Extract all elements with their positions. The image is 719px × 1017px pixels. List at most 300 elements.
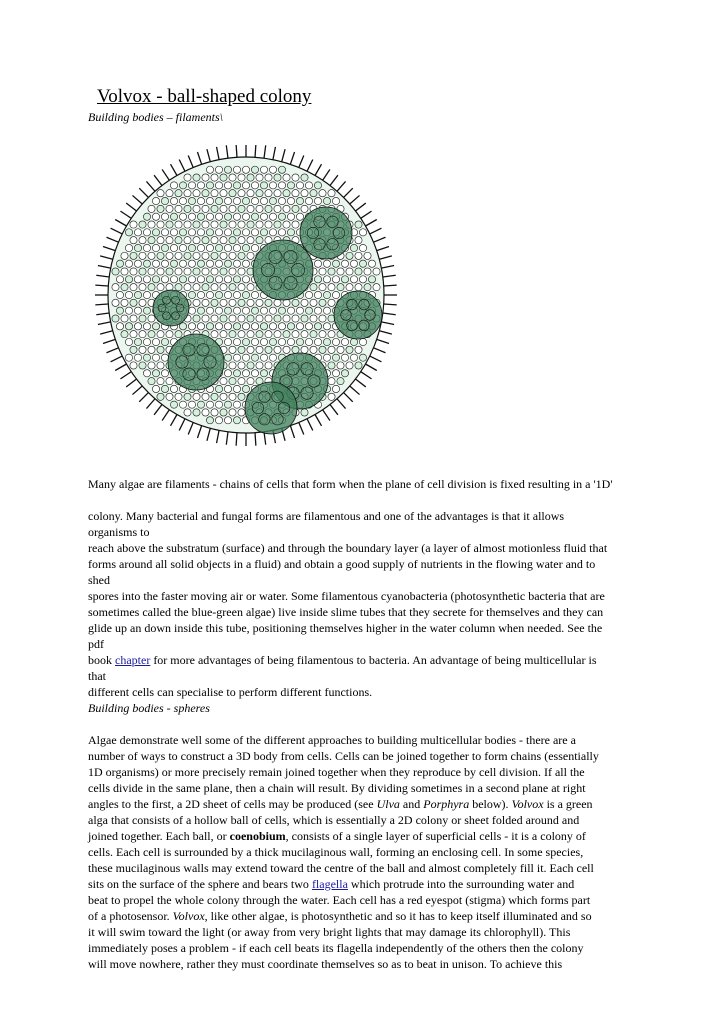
cell-mark [269,229,276,236]
cell-mark [328,346,335,353]
cell-mark [251,182,258,189]
cell-mark [242,182,249,189]
flagellum-mark [188,155,193,167]
cell-mark [247,284,254,291]
flagellum-mark [255,145,256,157]
cell-mark [220,315,227,322]
cell-mark [355,268,362,275]
cell-mark [184,237,191,244]
cell-mark [220,284,227,291]
cell-mark [323,291,330,298]
cell-mark [215,229,222,236]
cell-mark [251,338,258,345]
cell-mark [211,252,218,259]
cell-mark [157,221,164,228]
cell-mark [319,331,326,338]
cell-mark [197,401,204,408]
cell-mark [193,190,200,197]
cell-mark [211,174,218,181]
cell-mark [359,354,366,361]
cell-mark [292,315,299,322]
cell-mark [215,213,222,220]
cell-mark [238,284,245,291]
cell-mark [215,244,222,251]
cell-mark [197,213,204,220]
flagellum-mark [126,379,136,387]
cell-mark [310,284,317,291]
cell-mark [328,284,335,291]
flagellum-mark [383,275,396,277]
cell-mark [148,284,155,291]
flagellum-mark [236,433,237,446]
cell-mark [157,362,164,369]
cell-mark [220,252,227,259]
flagellum-mark [95,304,108,305]
flagellum-mark [98,266,111,269]
flagellum-mark [315,415,322,426]
cell-mark [166,378,173,385]
cell-mark [197,323,204,330]
cell-mark [211,237,218,244]
cell-mark [130,315,137,322]
flagellum-mark [146,181,155,191]
cell-mark [157,393,164,400]
cell-mark [269,197,276,204]
cell-mark [184,252,191,259]
cell-mark [175,252,182,259]
paragraph-line: sometimes called the blue-green algae) live inside slime tubes that they secrete for themselves and they can [88,605,604,619]
cell-mark [238,378,245,385]
text-run: below). [469,797,512,811]
cell-mark [134,276,141,283]
cell-mark [260,166,267,173]
cell-mark [296,182,303,189]
cell-mark [121,315,128,322]
cell-mark [166,331,173,338]
cell-mark [292,346,299,353]
cell-mark [170,197,177,204]
cell-mark [229,221,236,228]
cell-mark [301,190,308,197]
cell-mark [260,197,267,204]
cell-mark [143,291,150,298]
cell-mark [229,237,236,244]
cell-mark [134,260,141,267]
cell-mark [247,190,254,197]
flagellum-mark [111,356,123,362]
cell-mark [319,346,326,353]
cell-mark [269,354,276,361]
cell-mark [152,276,159,283]
cell-mark [211,331,218,338]
cell-mark [247,252,254,259]
cell-mark [355,362,362,369]
cell-mark [179,197,186,204]
cell-mark [296,323,303,330]
cell-mark [125,244,132,251]
cell-mark [229,331,236,338]
cell-mark [166,252,173,259]
cell-mark [224,401,231,408]
cell-mark [242,229,249,236]
cell-mark [206,244,213,251]
daughter-colony-mark [245,382,297,434]
cell-mark [184,393,191,400]
cell-mark [260,213,267,220]
cell-mark [184,221,191,228]
cell-mark [292,331,299,338]
cell-mark [130,237,137,244]
cell-mark [157,190,164,197]
cell-mark [301,331,308,338]
cell-mark [220,174,227,181]
volvox-colony-diagram [88,145,408,450]
flagellum-mark [344,188,353,197]
cell-mark [251,323,258,330]
cell-mark [256,362,263,369]
flagellum-mark [361,211,372,218]
cell-mark [206,401,213,408]
cell-mark [202,237,209,244]
cell-mark [368,260,375,267]
cell-mark [224,354,231,361]
cell-mark [170,260,177,267]
cell-mark [310,346,317,353]
cell-mark [202,174,209,181]
cell-mark [310,299,317,306]
flagellum-mark [100,256,113,259]
text-run: is a green [543,797,593,811]
flagellum-mark [330,404,338,414]
cell-mark [274,315,281,322]
cell-mark [233,213,240,220]
cell-mark [274,205,281,212]
cell-mark [211,190,218,197]
flagellum-mark [207,149,210,162]
cell-mark [220,221,227,228]
cell-mark [175,237,182,244]
cell-mark [188,244,195,251]
cell-mark [197,291,204,298]
cell-mark [139,346,146,353]
flagellum-mark [171,164,178,175]
cell-mark [242,385,249,392]
cell-mark [229,252,236,259]
cell-mark [359,260,366,267]
paragraph-line [88,828,688,844]
cell-mark [305,291,312,298]
cell-mark [278,229,285,236]
cell-mark [170,213,177,220]
cell-mark [220,268,227,275]
cell-mark [211,315,218,322]
cell-mark [139,299,146,306]
page-title: Volvox - ball-shaped colony [97,86,312,107]
cell-mark [179,260,186,267]
cell-mark [188,291,195,298]
paragraph-line [88,652,688,668]
cell-mark [242,323,249,330]
text-run: book [88,653,115,667]
cell-mark [130,346,137,353]
cell-mark [197,197,204,204]
cell-mark [341,260,348,267]
cell-mark [251,229,258,236]
cell-mark [364,252,371,259]
cell-mark [346,252,353,259]
cell-mark [206,276,213,283]
cell-mark [116,323,123,330]
cell-mark [305,323,312,330]
cell-mark [305,197,312,204]
cell-mark [247,315,254,322]
cell-mark [224,276,231,283]
cell-mark [157,284,164,291]
cell-mark [229,205,236,212]
cell-mark [274,346,281,353]
cell-mark [247,237,254,244]
cell-mark [265,190,272,197]
flagellum-mark [106,237,118,242]
cell-mark [238,268,245,275]
cell-mark [283,205,290,212]
cell-mark [224,338,231,345]
cell-mark [287,338,294,345]
cell-mark [220,393,227,400]
paragraph-line: cells divide in the same plane, then a chain will result. By dividing sometimes in a second plane at right [88,781,586,795]
cell-mark [193,409,200,416]
cell-mark [328,362,335,369]
cell-mark [314,338,321,345]
cell-mark [238,362,245,369]
cell-mark [130,252,137,259]
cell-mark [134,307,141,314]
flagellum-mark [179,160,185,172]
cell-mark [278,323,285,330]
cell-mark [148,331,155,338]
cell-mark [202,205,209,212]
flagellum-mark [337,181,346,191]
cell-mark [229,299,236,306]
cell-mark [148,268,155,275]
species-name: Porphyra [423,797,470,811]
cell-mark [305,338,312,345]
cell-mark [224,417,231,424]
cell-mark [229,174,236,181]
cell-mark [319,315,326,322]
cell-mark [301,346,308,353]
cell-mark [229,362,236,369]
cell-mark [220,190,227,197]
flagellum-mark [120,372,131,379]
flagellum-mark [299,422,304,434]
cell-mark [260,338,267,345]
flagellum-mark [132,386,142,395]
cell-mark [148,221,155,228]
cell-mark [125,291,132,298]
paragraph-line: alga that consists of a hollow ball of cells, which is essentially a 2D colony or sheet folded around and [88,813,580,827]
cell-mark [184,284,191,291]
cell-mark [278,182,285,189]
cell-mark [143,213,150,220]
cell-mark [143,323,150,330]
cell-mark [355,237,362,244]
cell-mark [350,260,357,267]
cell-mark [206,417,213,424]
cell-mark [139,268,146,275]
cell-mark [314,307,321,314]
cell-mark [256,190,263,197]
cell-mark [112,299,119,306]
cell-mark [260,370,267,377]
cell-mark [229,393,236,400]
cell-mark [220,205,227,212]
cell-mark [283,331,290,338]
flagellum-mark [115,220,126,227]
cell-mark [188,307,195,314]
cell-mark [184,174,191,181]
cell-mark [350,338,357,345]
paragraph-line: number of ways to construct a 3D body from cells. Cells can be joined together to form chains (essentially [88,749,599,763]
cell-mark [125,338,132,345]
cell-mark [314,276,321,283]
text-run: sits on the surface of the sphere and bears two [88,877,312,891]
cell-mark [233,354,240,361]
cell-mark [211,221,218,228]
flagellum-mark [355,379,365,387]
flagellum-mark [377,339,389,343]
text-run: and [399,797,424,811]
cell-mark [148,252,155,259]
cell-mark [287,213,294,220]
flagellum-mark [154,175,162,185]
flagellum-mark [154,404,162,414]
cell-mark [328,393,335,400]
cell-mark [161,260,168,267]
cell-mark [193,315,200,322]
cell-mark [206,229,213,236]
cell-mark [152,385,159,392]
cell-mark [152,354,159,361]
cell-mark [175,205,182,212]
cell-mark [211,393,218,400]
cell-mark [206,307,213,314]
cell-mark [341,354,348,361]
cell-mark [238,409,245,416]
species-name: Ulva [376,797,400,811]
paragraph-line: colony. Many bacterial and fungal forms are filamentous and one of the advantages is that it allows [88,509,565,523]
cell-mark [314,260,321,267]
cell-mark [143,338,150,345]
cell-mark [238,299,245,306]
cell-mark [292,190,299,197]
flagellum-mark [273,147,276,160]
flagellum-mark [96,275,109,277]
cell-mark [238,393,245,400]
cell-mark [242,213,249,220]
cell-mark [202,299,209,306]
cell-mark [283,315,290,322]
flagellum-mark [98,322,111,325]
cell-mark [202,268,209,275]
cell-mark [152,244,159,251]
cell-mark [184,268,191,275]
cell-mark [148,237,155,244]
cell-mark [202,409,209,416]
cell-mark [116,276,123,283]
chapter-link[interactable]: chapter [115,653,151,667]
cell-mark [251,370,258,377]
cell-mark [337,268,344,275]
cell-mark [238,190,245,197]
cell-mark [188,197,195,204]
cell-mark [247,378,254,385]
cell-mark [238,237,245,244]
cell-mark [346,284,353,291]
cell-mark [188,401,195,408]
cell-mark [202,190,209,197]
cell-mark [301,315,308,322]
cell-mark [215,276,222,283]
cell-mark [332,260,339,267]
cell-mark [130,331,137,338]
cell-mark [260,307,267,314]
flagellum-mark [255,433,256,446]
cell-mark [314,291,321,298]
flagellum-mark [384,304,397,305]
species-name: Volvox [172,909,205,923]
flagellum-mark [330,175,338,185]
cell-mark [220,331,227,338]
cell-mark [193,205,200,212]
flagellum-mark [95,285,108,286]
cell-mark [296,197,303,204]
cell-mark [251,291,258,298]
cell-mark [233,401,240,408]
cell-mark [242,291,249,298]
flagellum-mark [373,237,385,242]
flagella-link[interactable]: flagella [311,877,348,891]
cell-mark [166,393,173,400]
cell-mark [161,229,168,236]
cell-mark [260,229,267,236]
cell-mark [143,370,150,377]
paragraph-line: these mucilaginous walls may extend toward the centre of the ball and almost completely fill it. Each cell [88,861,594,875]
cell-mark [215,385,222,392]
cell-mark [130,221,137,228]
cell-mark [215,197,222,204]
cell-mark [355,221,362,228]
cell-mark [323,307,330,314]
cell-mark [332,338,339,345]
cell-mark [121,299,128,306]
flagellum-mark [120,211,131,218]
flagellum-mark [146,399,155,409]
cell-mark [242,197,249,204]
cell-mark [355,346,362,353]
cell-mark [292,221,299,228]
flagellum-mark [139,188,148,197]
cell-mark [278,213,285,220]
cell-mark [202,284,209,291]
cell-mark [152,213,159,220]
cell-mark [292,299,299,306]
cell-mark [310,190,317,197]
flagellum-mark [307,419,313,431]
cell-mark [233,229,240,236]
cell-mark [359,276,366,283]
cell-mark [175,284,182,291]
